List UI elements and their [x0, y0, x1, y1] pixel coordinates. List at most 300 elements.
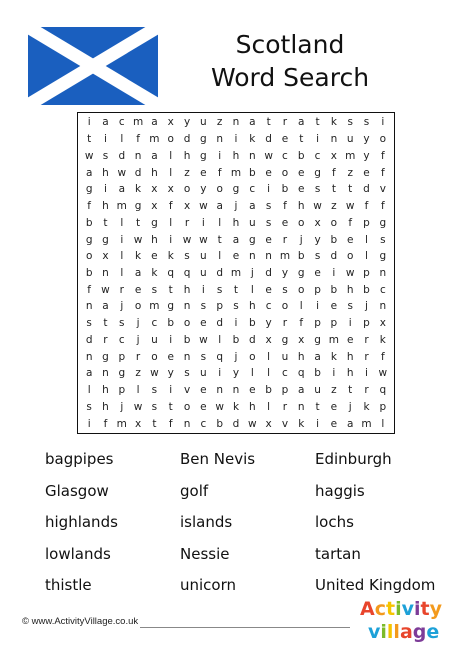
grid-letter[interactable]: o — [134, 300, 142, 313]
grid-letter[interactable]: j — [250, 266, 254, 279]
grid-letter[interactable]: q — [297, 367, 305, 380]
grid-letter[interactable]: n — [297, 400, 305, 413]
grid-letter[interactable]: r — [364, 384, 369, 397]
grid-letter[interactable]: h — [248, 400, 256, 413]
grid-letter[interactable]: a — [85, 166, 93, 179]
grid-letter[interactable]: a — [346, 417, 354, 430]
grid-letter[interactable]: i — [316, 417, 320, 430]
grid-letter[interactable]: b — [281, 183, 289, 196]
grid-letter[interactable]: r — [282, 400, 288, 413]
grid-letter[interactable]: l — [87, 384, 91, 397]
grid-letter[interactable]: t — [103, 216, 108, 229]
grid-letter[interactable]: l — [120, 266, 124, 279]
grid-letter[interactable]: b — [330, 233, 338, 246]
grid-letter[interactable]: o — [216, 183, 223, 196]
grid-letter[interactable]: h — [297, 200, 305, 213]
grid-letter[interactable]: e — [200, 400, 207, 413]
grid-letter[interactable]: a — [249, 116, 256, 129]
grid-letter[interactable]: e — [346, 333, 354, 346]
grid-letter[interactable]: a — [232, 233, 240, 246]
grid-letter[interactable]: b — [167, 317, 175, 330]
grid-letter[interactable]: b — [183, 333, 191, 346]
grid-letter[interactable]: m — [149, 300, 160, 313]
grid-letter[interactable]: t — [168, 400, 173, 413]
grid-letter[interactable]: l — [218, 333, 222, 346]
grid-letter[interactable]: w — [84, 149, 94, 162]
grid-letter[interactable]: x — [314, 216, 321, 229]
grid-letter[interactable]: s — [151, 283, 158, 296]
grid-letter[interactable]: x — [167, 116, 174, 129]
grid-letter[interactable]: p — [363, 216, 370, 229]
grid-letter[interactable]: k — [232, 400, 240, 413]
grid-letter[interactable]: o — [298, 283, 305, 296]
grid-letter[interactable]: n — [102, 266, 109, 279]
grid-letter[interactable]: t — [233, 283, 239, 296]
grid-letter[interactable]: g — [314, 333, 321, 346]
grid-letter[interactable]: a — [102, 300, 109, 313]
grid-letter[interactable]: l — [267, 367, 271, 380]
grid-letter[interactable]: f — [87, 283, 91, 296]
grid-letter[interactable]: p — [314, 317, 321, 330]
grid-letter[interactable]: t — [348, 183, 353, 196]
grid-letter[interactable]: x — [134, 417, 142, 430]
grid-letter[interactable]: h — [346, 350, 354, 363]
grid-letter[interactable]: i — [332, 266, 336, 279]
grid-letter[interactable]: i — [169, 333, 173, 346]
grid-letter[interactable]: h — [102, 384, 109, 397]
grid-letter[interactable]: b — [265, 384, 272, 397]
grid-letter[interactable]: l — [250, 283, 254, 296]
grid-letter[interactable]: i — [169, 233, 173, 246]
grid-letter[interactable]: x — [265, 417, 272, 430]
grid-letter[interactable]: k — [379, 333, 386, 346]
grid-letter[interactable]: z — [331, 200, 337, 213]
grid-letter[interactable]: l — [250, 367, 254, 380]
grid-letter[interactable]: j — [120, 300, 124, 313]
grid-letter[interactable]: b — [85, 266, 93, 279]
grid-letter[interactable]: a — [249, 200, 256, 213]
grid-letter[interactable]: i — [218, 149, 222, 162]
grid-letter[interactable]: f — [87, 200, 91, 213]
grid-letter[interactable]: o — [151, 350, 158, 363]
grid-letter[interactable]: s — [200, 350, 207, 363]
grid-letter[interactable]: d — [330, 250, 338, 263]
grid-letter[interactable]: n — [379, 266, 387, 279]
grid-letter[interactable]: n — [265, 250, 272, 263]
grid-letter[interactable]: d — [216, 266, 223, 279]
grid-letter[interactable]: w — [117, 166, 127, 179]
grid-letter[interactable]: a — [118, 183, 125, 196]
grid-letter[interactable]: c — [265, 300, 272, 313]
grid-letter[interactable]: e — [265, 283, 272, 296]
grid-letter[interactable]: o — [346, 250, 354, 263]
grid-letter[interactable]: i — [169, 384, 173, 397]
grid-letter[interactable]: q — [379, 384, 387, 397]
grid-letter[interactable]: d — [216, 317, 223, 330]
grid-letter[interactable]: p — [379, 400, 387, 413]
grid-letter[interactable]: x — [183, 200, 191, 213]
grid-letter[interactable]: z — [135, 367, 141, 380]
grid-letter[interactable]: o — [183, 400, 191, 413]
grid-letter[interactable]: u — [281, 350, 289, 363]
grid-letter[interactable]: c — [379, 283, 386, 296]
grid-letter[interactable]: y — [363, 149, 370, 162]
grid-letter[interactable]: e — [330, 300, 338, 313]
footer-url[interactable]: © www.ActivityVillage.co.uk — [22, 616, 139, 627]
grid-letter[interactable]: r — [119, 283, 124, 296]
grid-letter[interactable]: u — [248, 216, 256, 229]
grid-letter[interactable]: k — [167, 250, 174, 263]
grid-letter[interactable]: h — [183, 283, 191, 296]
grid-letter[interactable]: k — [363, 400, 370, 413]
grid-letter[interactable]: l — [267, 350, 271, 363]
grid-letter[interactable]: i — [267, 183, 271, 196]
grid-letter[interactable]: d — [265, 133, 272, 146]
grid-letter[interactable]: g — [85, 183, 93, 196]
grid-letter[interactable]: n — [248, 149, 256, 162]
grid-letter[interactable]: i — [87, 116, 91, 129]
grid-letter[interactable]: e — [298, 166, 305, 179]
grid-letter[interactable]: s — [119, 317, 125, 330]
grid-letter[interactable]: a — [314, 350, 321, 363]
grid-letter[interactable]: l — [169, 166, 173, 179]
grid-letter[interactable]: f — [348, 216, 353, 229]
grid-letter[interactable]: y — [314, 233, 321, 246]
grid-letter[interactable]: a — [298, 384, 305, 397]
grid-letter[interactable]: e — [314, 266, 321, 279]
grid-letter[interactable]: k — [298, 417, 305, 430]
grid-letter[interactable]: s — [347, 116, 353, 129]
grid-letter[interactable]: d — [248, 333, 256, 346]
grid-letter[interactable]: n — [102, 367, 109, 380]
grid-letter[interactable]: p — [118, 350, 126, 363]
grid-letter[interactable]: t — [168, 283, 173, 296]
grid-letter[interactable]: p — [216, 300, 223, 313]
grid-letter[interactable]: e — [232, 250, 240, 263]
grid-letter[interactable]: t — [331, 183, 336, 196]
grid-letter[interactable]: j — [234, 200, 238, 213]
grid-letter[interactable]: i — [332, 367, 336, 380]
grid-letter[interactable]: n — [183, 417, 191, 430]
grid-letter[interactable]: p — [314, 283, 321, 296]
grid-letter[interactable]: d — [363, 183, 370, 196]
grid-letter[interactable]: n — [216, 133, 223, 146]
grid-letter[interactable]: h — [151, 166, 158, 179]
grid-letter[interactable]: k — [249, 133, 256, 146]
grid-letter[interactable]: i — [234, 317, 238, 330]
grid-letter[interactable]: n — [379, 300, 387, 313]
grid-letter[interactable]: j — [120, 400, 124, 413]
grid-letter[interactable]: a — [134, 266, 142, 279]
grid-letter[interactable]: l — [218, 250, 222, 263]
grid-letter[interactable]: l — [381, 417, 385, 430]
grid-letter[interactable]: w — [345, 200, 355, 213]
grid-letter[interactable]: t — [152, 417, 157, 430]
grid-letter[interactable]: x — [102, 250, 109, 263]
grid-letter[interactable]: s — [216, 283, 223, 296]
grid-letter[interactable]: w — [215, 400, 224, 413]
grid-letter[interactable]: j — [234, 350, 238, 363]
grid-letter[interactable]: j — [136, 333, 140, 346]
grid-letter[interactable]: q — [216, 350, 223, 363]
grid-letter[interactable]: x — [298, 333, 305, 346]
grid-letter[interactable]: d — [85, 333, 93, 346]
grid-letter[interactable]: f — [380, 200, 385, 213]
grid-letter[interactable]: x — [151, 183, 158, 196]
grid-letter[interactable]: h — [102, 166, 109, 179]
grid-letter[interactable]: e — [330, 417, 338, 430]
grid-letter[interactable]: l — [299, 300, 303, 313]
grid-letter[interactable]: i — [316, 133, 320, 146]
grid-letter[interactable]: m — [230, 266, 242, 279]
grid-letter[interactable]: b — [248, 166, 256, 179]
grid-letter[interactable]: c — [118, 116, 125, 129]
grid-letter[interactable]: p — [118, 384, 126, 397]
grid-letter[interactable]: h — [102, 400, 109, 413]
grid-letter[interactable]: b — [216, 417, 223, 430]
grid-letter[interactable]: m — [116, 417, 127, 430]
grid-letter[interactable]: e — [265, 166, 272, 179]
grid-letter[interactable]: n — [216, 384, 223, 397]
grid-letter[interactable]: x — [167, 183, 174, 196]
grid-letter[interactable]: r — [364, 350, 369, 363]
grid-letter[interactable]: w — [313, 200, 322, 213]
grid-letter[interactable]: m — [116, 200, 127, 213]
grid-letter[interactable]: g — [248, 233, 256, 246]
grid-letter[interactable]: h — [346, 367, 354, 380]
grid-letter[interactable]: s — [363, 116, 370, 129]
grid-letter[interactable]: c — [151, 317, 158, 330]
grid-letter[interactable]: v — [379, 183, 386, 196]
grid-letter[interactable]: d — [265, 266, 272, 279]
grid-letter[interactable]: e — [151, 250, 158, 263]
grid-letter[interactable]: a — [298, 116, 305, 129]
grid-letter[interactable]: e — [298, 183, 305, 196]
grid-letter[interactable]: d — [134, 166, 142, 179]
grid-letter[interactable]: f — [136, 133, 140, 146]
grid-letter[interactable]: w — [264, 149, 273, 162]
grid-letter[interactable]: p — [281, 384, 289, 397]
grid-letter[interactable]: g — [151, 216, 158, 229]
grid-letter[interactable]: e — [167, 350, 174, 363]
grid-letter[interactable]: s — [86, 400, 92, 413]
grid-letter[interactable]: j — [348, 400, 352, 413]
grid-letter[interactable]: i — [365, 367, 368, 380]
grid-letter[interactable]: n — [134, 149, 142, 162]
grid-letter[interactable]: h — [346, 283, 354, 296]
grid-letter[interactable]: j — [365, 300, 368, 313]
grid-letter[interactable]: f — [103, 417, 108, 430]
grid-letter[interactable]: c — [249, 183, 256, 196]
grid-letter[interactable]: i — [104, 133, 107, 146]
grid-letter[interactable]: a — [216, 200, 223, 213]
grid-letter[interactable]: t — [87, 133, 92, 146]
grid-letter[interactable]: e — [363, 166, 370, 179]
grid-letter[interactable]: x — [379, 317, 386, 330]
grid-letter[interactable]: w — [199, 200, 208, 213]
grid-letter[interactable]: r — [103, 333, 108, 346]
grid-letter[interactable]: e — [200, 317, 207, 330]
grid-letter[interactable]: n — [183, 350, 191, 363]
grid-letter[interactable]: c — [118, 333, 125, 346]
grid-letter[interactable]: t — [315, 400, 320, 413]
grid-letter[interactable]: i — [218, 367, 222, 380]
grid-letter[interactable]: g — [85, 233, 93, 246]
grid-letter[interactable]: c — [282, 367, 288, 380]
grid-letter[interactable]: k — [151, 266, 158, 279]
grid-letter[interactable]: y — [183, 116, 191, 129]
grid-letter[interactable]: v — [281, 417, 289, 430]
grid-letter[interactable]: o — [330, 216, 338, 229]
grid-letter[interactable]: i — [381, 116, 385, 129]
grid-letter[interactable]: a — [102, 116, 109, 129]
grid-letter[interactable]: h — [232, 149, 240, 162]
grid-letter[interactable]: s — [151, 384, 158, 397]
grid-letter[interactable]: w — [150, 367, 159, 380]
grid-letter[interactable]: k — [135, 250, 142, 263]
grid-letter[interactable]: g — [200, 133, 207, 146]
grid-letter[interactable]: t — [299, 133, 304, 146]
grid-letter[interactable]: n — [330, 133, 338, 146]
grid-letter[interactable]: z — [331, 384, 337, 397]
grid-letter[interactable]: e — [346, 233, 354, 246]
grid-letter[interactable]: s — [265, 216, 272, 229]
grid-letter[interactable]: t — [217, 233, 222, 246]
grid-letter[interactable]: o — [298, 216, 305, 229]
grid-letter[interactable]: b — [314, 367, 321, 380]
grid-letter[interactable]: g — [232, 183, 240, 196]
grid-letter[interactable]: f — [168, 417, 173, 430]
grid-letter[interactable]: s — [265, 200, 272, 213]
grid-letter[interactable]: i — [234, 133, 238, 146]
grid-letter[interactable]: k — [330, 116, 337, 129]
grid-letter[interactable]: o — [183, 317, 191, 330]
grid-letter[interactable]: f — [380, 149, 385, 162]
grid-letter[interactable]: o — [379, 133, 387, 146]
grid-letter[interactable]: b — [330, 283, 338, 296]
grid-letter[interactable]: u — [346, 133, 354, 146]
grid-letter[interactable]: f — [364, 200, 369, 213]
grid-letter[interactable]: w — [248, 417, 257, 430]
grid-letter[interactable]: p — [330, 317, 338, 330]
grid-letter[interactable]: l — [267, 400, 271, 413]
grid-letter[interactable]: l — [365, 233, 368, 246]
grid-letter[interactable]: b — [85, 216, 93, 229]
grid-letter[interactable]: y — [363, 133, 370, 146]
grid-letter[interactable]: m — [361, 417, 372, 430]
grid-letter[interactable]: w — [133, 233, 143, 246]
grid-letter[interactable]: s — [347, 300, 353, 313]
grid-letter[interactable]: m — [149, 133, 160, 146]
grid-letter[interactable]: n — [85, 300, 93, 313]
grid-letter[interactable]: f — [283, 200, 287, 213]
grid-letter[interactable]: g — [314, 166, 321, 179]
grid-letter[interactable]: o — [85, 250, 93, 263]
grid-letter[interactable]: g — [102, 350, 109, 363]
grid-letter[interactable]: k — [135, 183, 142, 196]
grid-letter[interactable]: c — [282, 149, 288, 162]
grid-letter[interactable]: i — [87, 417, 91, 430]
grid-letter[interactable]: d — [118, 149, 126, 162]
grid-letter[interactable]: m — [132, 116, 144, 129]
grid-letter[interactable]: w — [182, 233, 192, 246]
grid-letter[interactable]: l — [365, 250, 368, 263]
grid-letter[interactable]: u — [200, 250, 207, 263]
grid-letter[interactable]: r — [282, 116, 288, 129]
grid-letter[interactable]: b — [297, 250, 305, 263]
grid-letter[interactable]: z — [184, 166, 190, 179]
grid-letter[interactable]: w — [378, 367, 388, 380]
grid-letter[interactable]: n — [85, 350, 93, 363]
grid-letter[interactable]: g — [297, 266, 305, 279]
grid-letter[interactable]: f — [299, 317, 304, 330]
grid-letter[interactable]: l — [120, 250, 124, 263]
grid-letter[interactable]: e — [200, 384, 207, 397]
grid-letter[interactable]: i — [201, 283, 205, 296]
grid-letter[interactable]: g — [200, 149, 207, 162]
grid-letter[interactable]: t — [348, 384, 353, 397]
grid-letter[interactable]: y — [200, 183, 207, 196]
grid-letter[interactable]: p — [363, 317, 370, 330]
grid-letter[interactable]: t — [315, 116, 320, 129]
grid-letter[interactable]: e — [265, 233, 272, 246]
grid-letter[interactable]: s — [102, 149, 109, 162]
grid-letter[interactable]: m — [328, 333, 339, 346]
grid-letter[interactable]: a — [151, 149, 158, 162]
grid-letter[interactable]: t — [136, 216, 141, 229]
grid-letter[interactable]: w — [199, 233, 208, 246]
grid-letter[interactable]: u — [314, 384, 321, 397]
grid-letter[interactable]: q — [167, 266, 175, 279]
grid-letter[interactable]: r — [184, 216, 190, 229]
grid-letter[interactable]: l — [136, 384, 140, 397]
grid-letter[interactable]: g — [134, 200, 142, 213]
grid-letter[interactable]: h — [183, 149, 191, 162]
grid-letter[interactable]: b — [248, 317, 256, 330]
grid-letter[interactable]: x — [265, 333, 272, 346]
grid-letter[interactable]: y — [167, 367, 174, 380]
grid-letter[interactable]: n — [183, 300, 191, 313]
grid-letter[interactable]: g — [102, 233, 109, 246]
grid-letter[interactable]: g — [379, 250, 387, 263]
grid-letter[interactable]: r — [282, 233, 288, 246]
grid-letter[interactable]: s — [282, 283, 288, 296]
grid-letter[interactable]: e — [281, 133, 289, 146]
grid-letter[interactable]: d — [183, 133, 191, 146]
grid-letter[interactable]: y — [281, 266, 289, 279]
grid-letter[interactable]: l — [120, 216, 124, 229]
grid-letter[interactable]: a — [151, 116, 158, 129]
grid-letter[interactable]: h — [248, 300, 256, 313]
grid-letter[interactable]: o — [167, 133, 174, 146]
grid-letter[interactable]: j — [299, 233, 303, 246]
grid-letter[interactable]: f — [217, 166, 222, 179]
grid-letter[interactable]: h — [297, 350, 305, 363]
grid-letter[interactable]: w — [101, 283, 110, 296]
grid-letter[interactable]: s — [380, 233, 386, 246]
grid-letter[interactable]: p — [363, 266, 370, 279]
grid-letter[interactable]: n — [232, 116, 240, 129]
grid-letter[interactable]: r — [135, 350, 141, 363]
grid-letter[interactable]: o — [281, 166, 289, 179]
grid-letter[interactable]: t — [103, 317, 108, 330]
grid-letter[interactable]: s — [86, 317, 92, 330]
grid-letter[interactable]: k — [330, 350, 337, 363]
grid-letter[interactable]: c — [314, 149, 321, 162]
grid-letter[interactable]: l — [169, 149, 173, 162]
grid-letter[interactable]: t — [266, 116, 271, 129]
grid-letter[interactable]: h — [102, 200, 109, 213]
